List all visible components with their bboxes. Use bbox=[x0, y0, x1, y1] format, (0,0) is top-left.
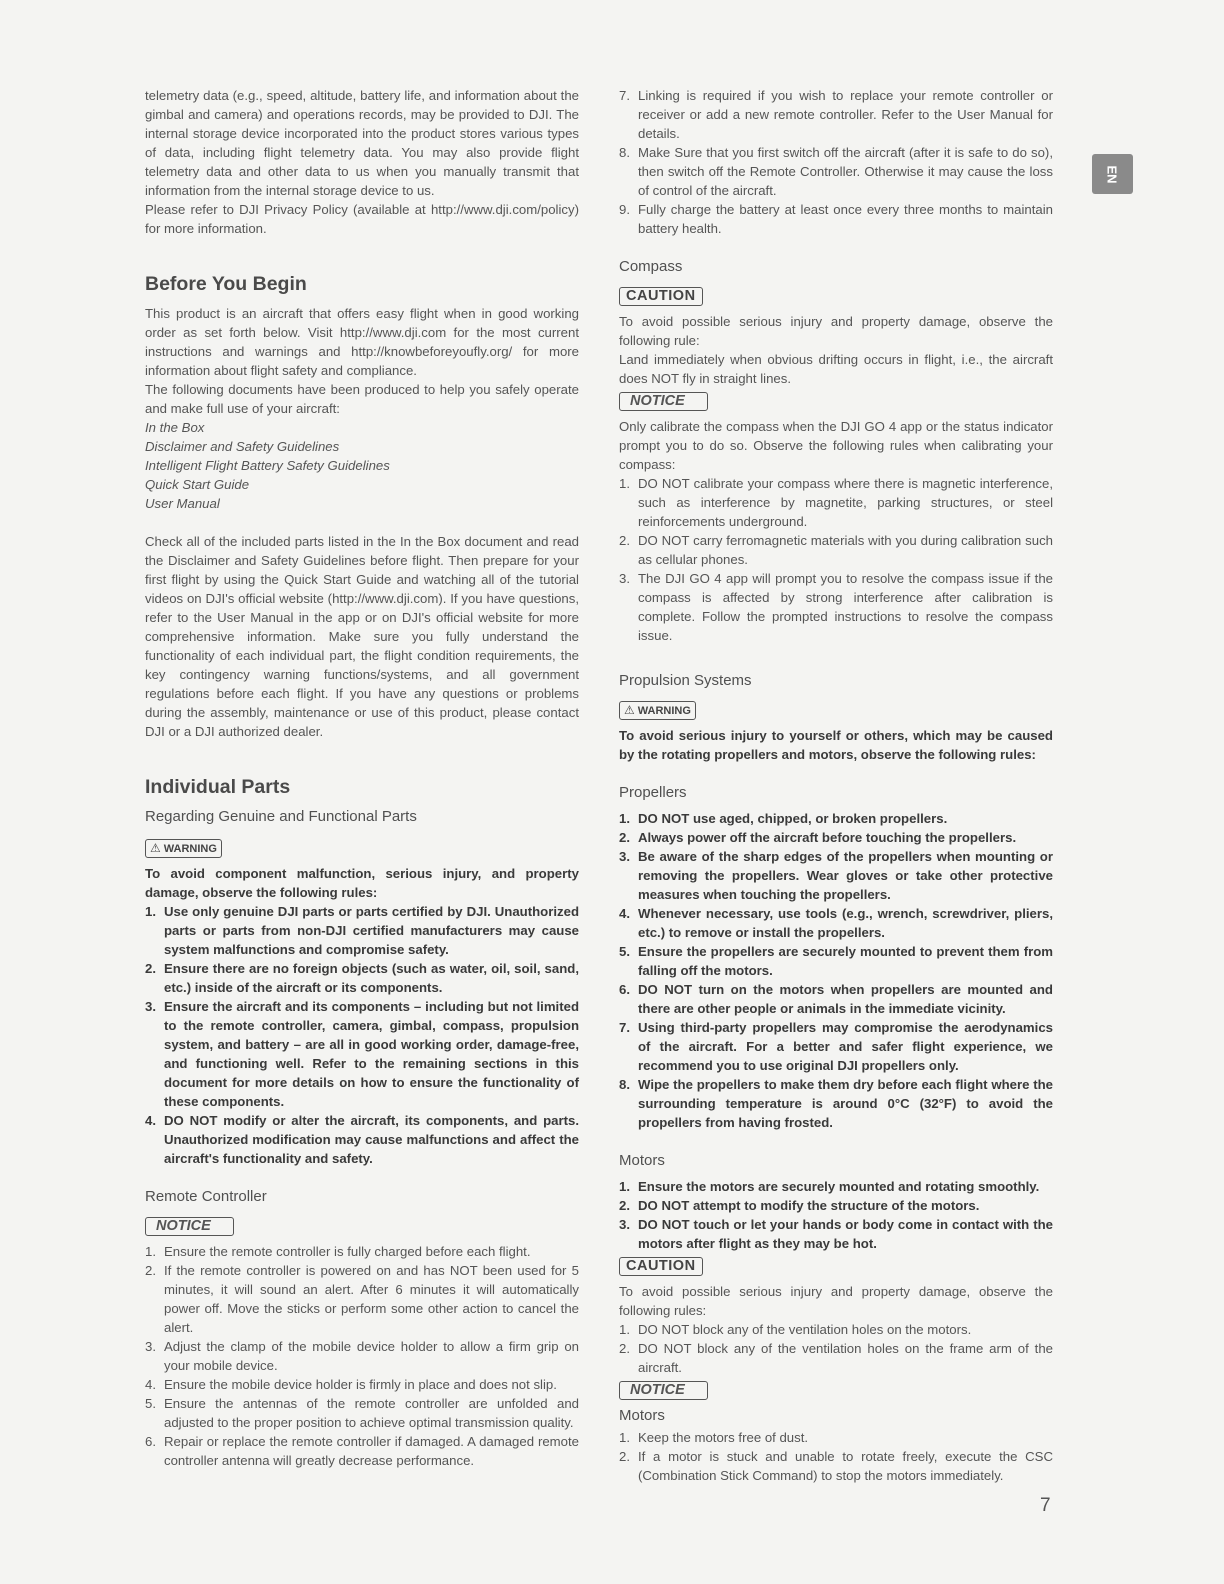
right-column bbox=[619, 86, 1053, 1485]
remote-list bbox=[145, 1242, 579, 1470]
list-item: 4. Whenever necessary, use tools (e.g., wrench, screwdriver, pliers, etc.) to remove or install the propellers. bbox=[619, 906, 1053, 940]
privacy-paragraph: Please refer to DJI Privacy Policy (available at http://www.dji.com/policy) for more information. bbox=[145, 202, 579, 236]
left-column bbox=[145, 86, 579, 1470]
compass-caution-intro: To avoid possible serious injury and property damage, observe the following rule: bbox=[619, 314, 1053, 348]
before-paragraph: This product is an aircraft that offers easy flight when in good working order as set forth below. Visit http://www.dji.com for the most current instructions and warnings and http://knowbeforeyoufly.org/ for more information about flight safety and compliance. bbox=[145, 306, 579, 378]
list-item: 2. DO NOT carry ferromagnetic materials with you during calibration such as cellular phones. bbox=[619, 533, 1053, 567]
check-paragraph: Check all of the included parts listed in the In the Box document and read the Disclaimer and Safety Guidelines before flight. Then prepare for your first flight by using the Quick Start Guide and watching all of the tutorial videos on DJI's official website (http://www.dji.com). If you have questions, refer to the User Manual in the app or on DJI's official website for more comprehensive information. Make sure you fully understand the functionality of each individual part, the flight condition requirements, the key contingency warning functions/systems, and all government regulations before each flight. If you have any questions or problems during the assembly, maintenance or use of this product, please contact DJI or a DJI authorized dealer. bbox=[145, 534, 579, 739]
warning-badge bbox=[619, 701, 696, 720]
compass-notice-intro: Only calibrate the compass when the DJI GO 4 app or the status indicator prompt you to do so. Observe the following rules when calibrating your compass: bbox=[619, 419, 1053, 472]
notice-badge: NOTICE bbox=[619, 392, 708, 411]
document-item: Disclaimer and Safety Guidelines bbox=[145, 439, 340, 454]
list-item: 1. Use only genuine DJI parts or parts certified by DJI. Unauthorized parts or parts from non-DJI certified manufacturers may cause system malfunctions and compromise safety. bbox=[145, 904, 579, 957]
compass-caution-rule: Land immediately when obvious drifting occurs in flight, i.e., the aircraft does NOT fly in straight lines. bbox=[619, 352, 1053, 386]
list-item: 2. Always power off the aircraft before touching the propellers. bbox=[619, 830, 1017, 845]
warning-label: WARNING bbox=[637, 705, 691, 717]
remote-list-continued bbox=[619, 86, 1053, 238]
document-item: Quick Start Guide bbox=[145, 477, 250, 492]
list-item: 8. Wipe the propellers to make them dry before each flight where the surrounding temperature is around 0°C (32°F) to avoid the propellers from having frosted. bbox=[619, 1077, 1053, 1130]
list-item: 3. Be aware of the sharp edges of the propellers when mounting or removing the propellers. Wear gloves or take other protective measures when touching the propellers. bbox=[619, 849, 1053, 902]
before-you-begin-heading: Before You Begin bbox=[145, 273, 307, 295]
list-item: 7. Linking is required if you wish to replace your remote controller or receiver or add a new remote controller. Refer to the User Manual for details. bbox=[619, 88, 1053, 141]
list-item: 9. Fully charge the battery at least once every three months to maintain battery health. bbox=[619, 202, 1053, 236]
motors-list bbox=[619, 1177, 1053, 1253]
list-item: 2. If a motor is stuck and unable to rotate freely, execute the CSC (Combination Stick Command) to stop the motors immediately. bbox=[619, 1449, 1053, 1483]
list-item: 6. DO NOT turn on the motors when propellers are mounted and there are other people or animals in the immediate vicinity. bbox=[619, 982, 1053, 1016]
propellers-heading: Propellers bbox=[619, 784, 687, 801]
caution-badge: CAUTION bbox=[619, 1257, 703, 1276]
propulsion-heading: Propulsion Systems bbox=[619, 672, 752, 689]
language-tab bbox=[1092, 154, 1133, 194]
motors-notice-list bbox=[619, 1428, 1053, 1485]
list-item: 7. Using third-party propellers may compromise the aerodynamics of the aircraft. For a better and safer flight experience, we recommend you to use original DJI propellers only. bbox=[619, 1020, 1053, 1073]
language-tab-label: EN bbox=[1105, 164, 1120, 184]
list-item: 2. DO NOT block any of the ventilation holes on the frame arm of the aircraft. bbox=[619, 1341, 1053, 1375]
list-item: 1. DO NOT use aged, chipped, or broken propellers. bbox=[619, 811, 948, 826]
list-item: 4. DO NOT modify or alter the aircraft, its components, and parts. Unauthorized modification may cause malfunctions and affect the aircraft's functionality and safety. bbox=[145, 1113, 579, 1166]
list-item: 1. Ensure the motors are securely mounted and rotating smoothly. bbox=[619, 1179, 1040, 1194]
document-item: In the Box bbox=[145, 420, 205, 435]
parts-list bbox=[145, 902, 579, 1168]
list-item: 8. Make Sure that you first switch off the aircraft (after it is safe to do so), then switch off the Remote Controller. Otherwise it may cause the loss of control of the aircraft. bbox=[619, 145, 1053, 198]
list-item: 3. DO NOT touch or let your hands or body come in contact with the motors after flight as they may be hot. bbox=[619, 1217, 1053, 1251]
motors-caution-list bbox=[619, 1320, 1053, 1377]
notice-badge: NOTICE bbox=[619, 1381, 708, 1400]
warning-badge bbox=[145, 839, 222, 858]
documents-list bbox=[145, 418, 579, 513]
list-item: 4. Ensure the mobile device holder is firmly in place and does not slip. bbox=[145, 1377, 557, 1392]
list-item: 5. Ensure the antennas of the remote controller are unfolded and adjusted to the proper position to achieve optimal transmission quality. bbox=[145, 1396, 579, 1430]
intro-paragraph: telemetry data (e.g., speed, altitude, battery life, and information about the gimbal and camera) and operations records, may be provided to DJI. The internal storage device incorporated into the product stores various types of data, including flight telemetry data. You may also provide flight telemetry data and other data to us when you manually transmit that information from the internal storage device to us. bbox=[145, 88, 579, 198]
notice-badge: NOTICE bbox=[145, 1217, 234, 1236]
list-item: 6. Repair or replace the remote controller if damaged. A damaged remote controller antenna will greatly decrease performance. bbox=[145, 1434, 579, 1468]
warning-triangle-icon: ⚠ bbox=[150, 841, 161, 855]
warning-label: WARNING bbox=[163, 843, 217, 855]
list-item: 3. Ensure the aircraft and its components – including but not limited to the remote controller, camera, gimbal, compass, propulsion system, and battery – are all in good working order, damage-free, and functioning well. Refer to the remaining sections in this document for more details on how to ensure the functionality of these components. bbox=[145, 999, 579, 1109]
notice-motors-heading: Motors bbox=[619, 1407, 665, 1424]
warning-triangle-icon: ⚠ bbox=[624, 703, 635, 717]
propulsion-warning-intro: To avoid serious injury to yourself or others, which may be caused by the rotating propellers and motors, observe the following rules: bbox=[619, 728, 1053, 762]
genuine-parts-subheading: Regarding Genuine and Functional Parts bbox=[145, 808, 417, 825]
page-number: 7 bbox=[1040, 1495, 1051, 1516]
individual-parts-heading: Individual Parts bbox=[145, 776, 291, 798]
propellers-list bbox=[619, 809, 1053, 1132]
parts-warning-intro: To avoid component malfunction, serious injury, and property damage, observe the following rules: bbox=[145, 866, 579, 900]
list-item: 1. Ensure the remote controller is fully charged before each flight. bbox=[145, 1244, 531, 1259]
document-item: Intelligent Flight Battery Safety Guidelines bbox=[145, 458, 390, 473]
list-item: 2. If the remote controller is powered on and has NOT been used for 5 minutes, it will sound an alert. After 6 minutes it will automatically power off. Move the sticks or perform some other action to cancel the alert. bbox=[145, 1263, 579, 1335]
list-item: 3. The DJI GO 4 app will prompt you to resolve the compass issue if the compass is affected by strong interference after calibration is complete. Follow the prompted instructions to resolve the compass issue. bbox=[619, 571, 1053, 643]
list-item: 3. Adjust the clamp of the mobile device holder to allow a firm grip on your mobile device. bbox=[145, 1339, 579, 1373]
document-item: User Manual bbox=[145, 496, 220, 511]
list-item: 2. DO NOT attempt to modify the structure of the motors. bbox=[619, 1198, 980, 1213]
list-item: 1. DO NOT calibrate your compass where there is magnetic interference, such as interference by magnetite, parking structures, or steel reinforcements underground. bbox=[619, 476, 1053, 529]
list-item: 2. Ensure there are no foreign objects (such as water, oil, soil, sand, etc.) inside of the aircraft or its components. bbox=[145, 961, 579, 995]
motors-heading: Motors bbox=[619, 1152, 665, 1169]
list-item: 1. DO NOT block any of the ventilation holes on the motors. bbox=[619, 1322, 972, 1337]
remote-controller-heading: Remote Controller bbox=[145, 1188, 267, 1205]
compass-list bbox=[619, 474, 1053, 645]
list-item: 1. Keep the motors free of dust. bbox=[619, 1430, 809, 1445]
caution-badge: CAUTION bbox=[619, 287, 703, 306]
documents-intro: The following documents have been produced to help you safely operate and make full use of your aircraft: bbox=[145, 382, 579, 416]
compass-heading: Compass bbox=[619, 258, 683, 275]
motors-caution-intro: To avoid possible serious injury and property damage, observe the following rules: bbox=[619, 1284, 1053, 1318]
list-item: 5. Ensure the propellers are securely mounted to prevent them from falling off the motors. bbox=[619, 944, 1053, 978]
